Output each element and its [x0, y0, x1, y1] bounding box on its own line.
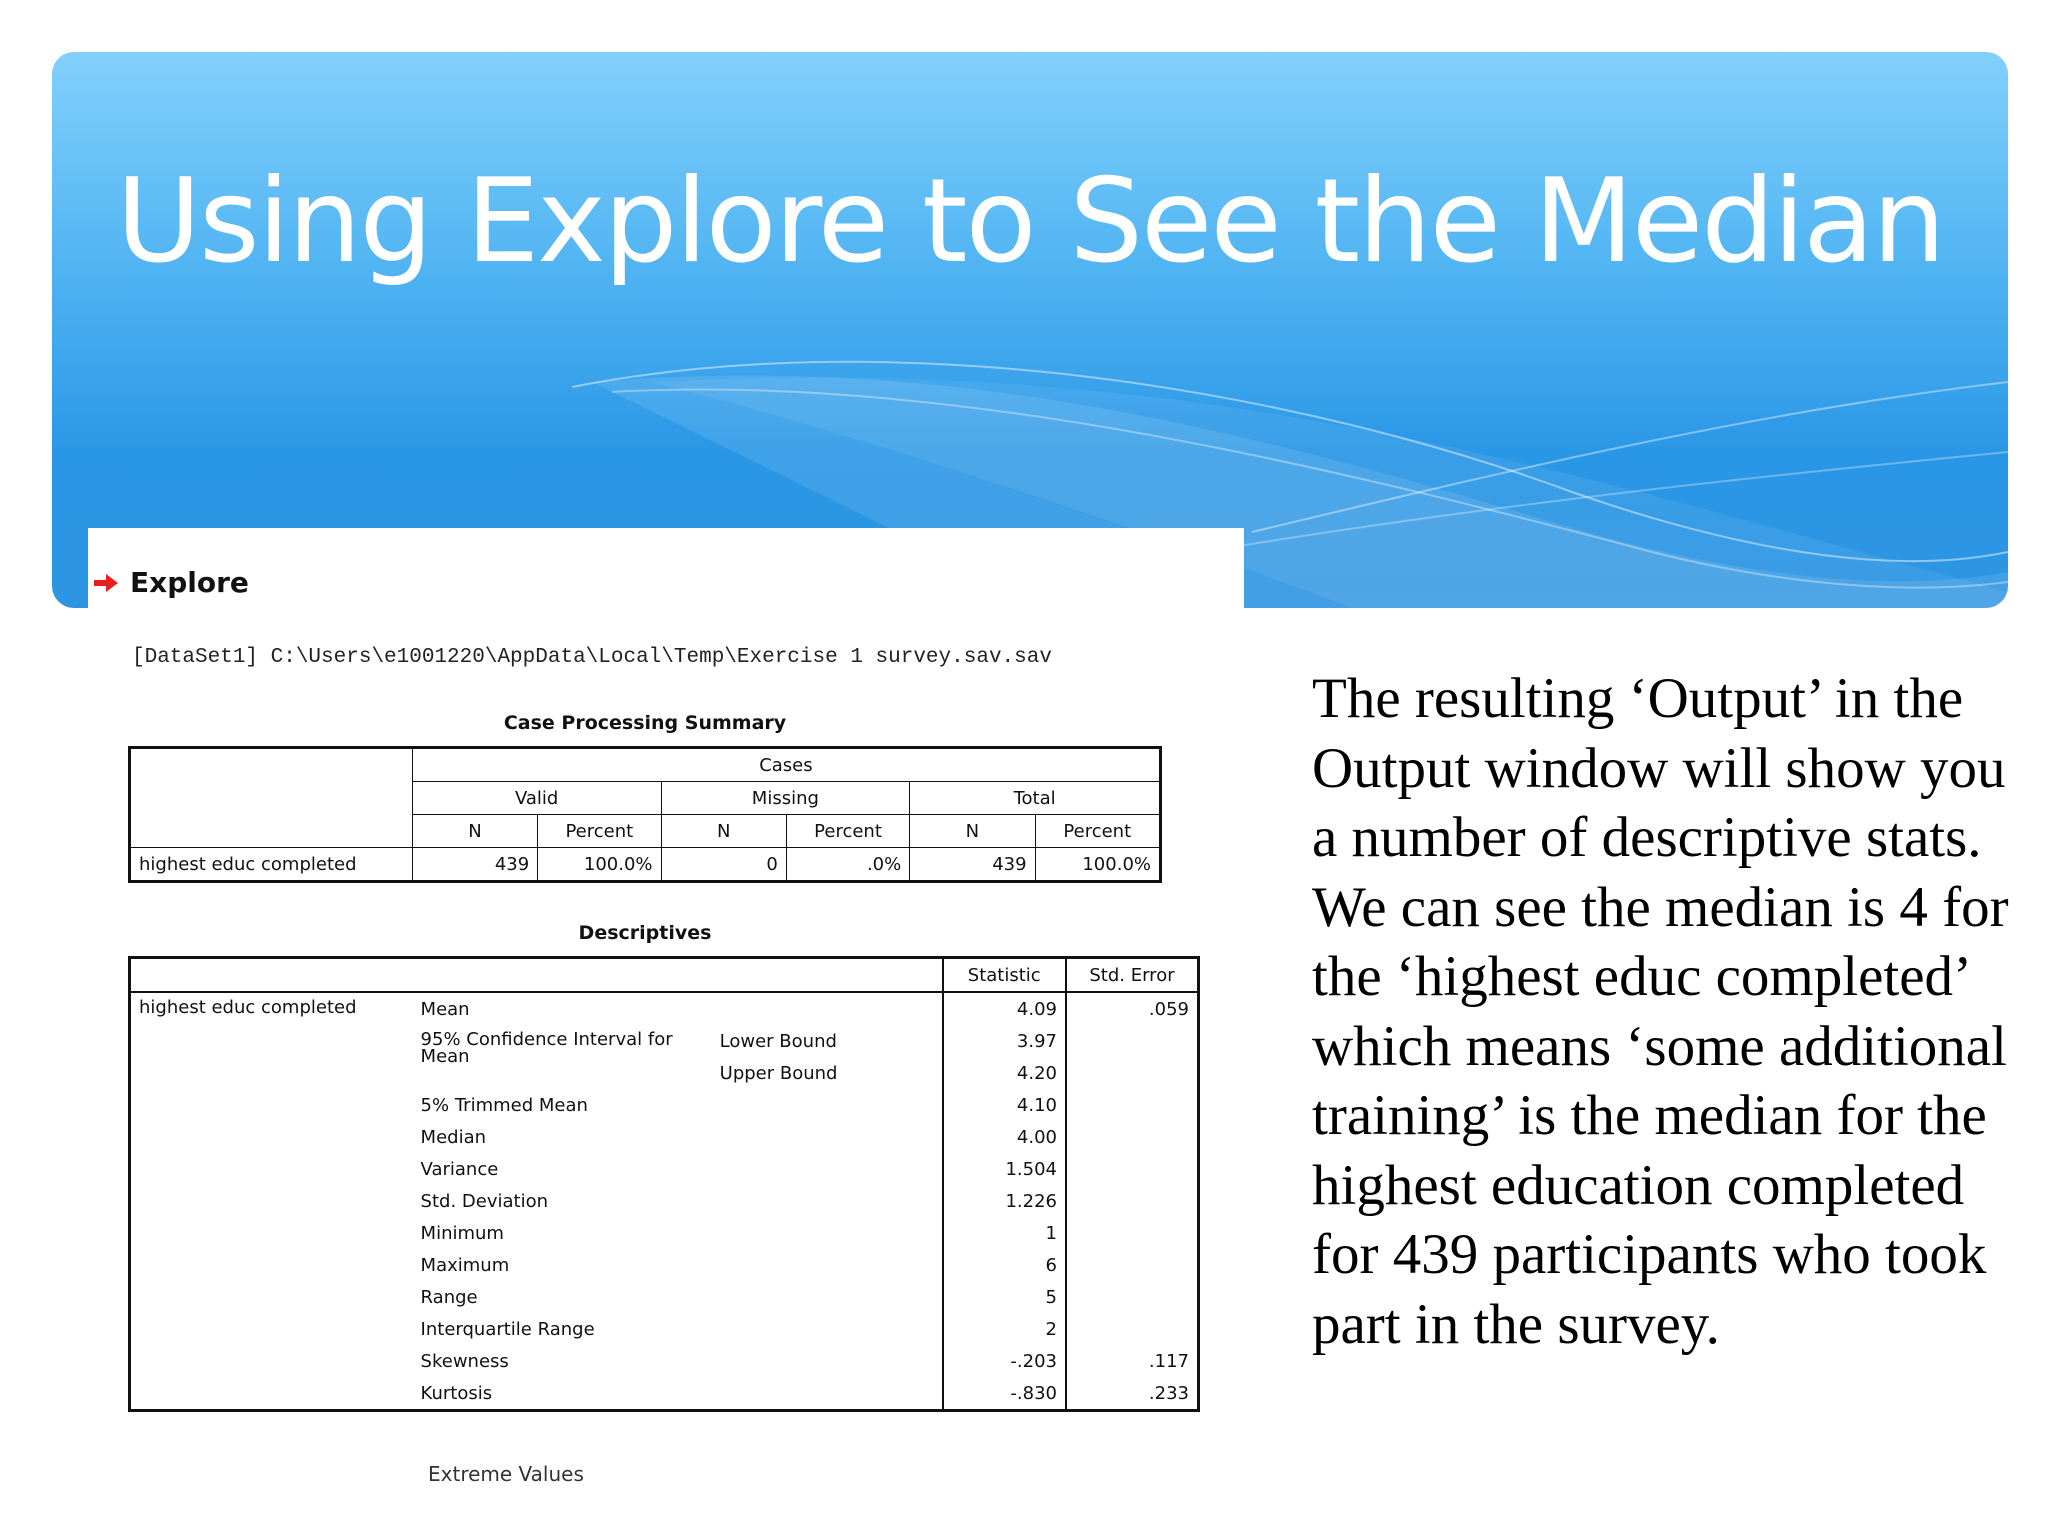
- stat-value: -.203: [943, 1345, 1066, 1377]
- title-banner: [52, 52, 2008, 608]
- stat-sub: [712, 1153, 943, 1185]
- sub-header: Percent: [538, 815, 661, 848]
- corner-cell: [130, 748, 413, 848]
- stat-sub: [712, 1377, 943, 1411]
- stat-sub: [712, 1345, 943, 1377]
- group-header: Valid: [412, 782, 661, 815]
- statistic-header: Statistic: [943, 958, 1066, 993]
- sub-header: N: [412, 815, 537, 848]
- stat-name: Range: [420, 1286, 478, 1308]
- stat-error: [1066, 1025, 1199, 1057]
- sub-header: N: [661, 815, 786, 848]
- stat-name: Variance: [420, 1158, 499, 1180]
- stat-sub: [712, 1121, 943, 1153]
- stat-sub: [712, 1185, 943, 1217]
- stat-value: 1.226: [943, 1185, 1066, 1217]
- table-cell: 100.0%: [1035, 848, 1160, 882]
- stat-name: Kurtosis: [420, 1382, 493, 1404]
- explanation-paragraph: We can see the median is 4 for the ‘highest educ completed’ which means ‘some additional training’ is the median for the highest education completed for 439 participants who took part in the survey.: [1312, 875, 2009, 1356]
- descriptives-title: Descriptives: [578, 922, 712, 944]
- table-cell: .0%: [786, 848, 909, 882]
- sub-header: N: [910, 815, 1035, 848]
- row-label: highest educ completed: [130, 848, 413, 882]
- stat-sub: [712, 1089, 943, 1121]
- table-cell: 100.0%: [538, 848, 661, 882]
- stat-value: 1: [943, 1217, 1066, 1249]
- case-summary-title: Case Processing Summary: [503, 712, 787, 734]
- stat-value: 6: [943, 1249, 1066, 1281]
- group-header: Missing: [661, 782, 910, 815]
- stat-value: 2: [943, 1313, 1066, 1345]
- std-error-header: Std. Error: [1066, 958, 1199, 993]
- stat-name: Interquartile Range: [420, 1318, 595, 1340]
- explanation-text: [1312, 664, 2012, 1359]
- stat-name: Skewness: [420, 1350, 509, 1372]
- case-processing-table: [128, 746, 1162, 883]
- stat-sub: Lower Bound: [719, 1030, 837, 1052]
- stat-error: [1066, 1313, 1199, 1345]
- dataset-path: [DataSet1] C:\Users\e1001220\AppData\Local\Temp\Exercise 1 survey.sav.sav: [132, 646, 1052, 669]
- stat-error: .117: [1066, 1345, 1199, 1377]
- stat-value: -.830: [943, 1377, 1066, 1411]
- stat-value: 4.09: [943, 992, 1066, 1025]
- wave-decoration: [52, 52, 2008, 608]
- variable-label: highest educ completed: [139, 997, 357, 1018]
- stat-name: 5% Trimmed Mean: [420, 1094, 588, 1116]
- stat-sub: Upper Bound: [719, 1062, 838, 1084]
- table-row: [130, 992, 1199, 1025]
- stat-name: Std. Deviation: [420, 1190, 548, 1212]
- corner-cell: [130, 958, 943, 993]
- stat-error: [1066, 1185, 1199, 1217]
- stat-error: [1066, 1057, 1199, 1089]
- cut-off-heading: Extreme Values: [428, 1462, 584, 1486]
- slide-title: Using Explore to See the Median: [116, 154, 1944, 289]
- stat-error: [1066, 1217, 1199, 1249]
- descriptives-table: [128, 956, 1200, 1412]
- stat-value: 3.97: [943, 1025, 1066, 1057]
- stat-value: 4.00: [943, 1121, 1066, 1153]
- stat-sub: [712, 1281, 943, 1313]
- stat-error: [1066, 1153, 1199, 1185]
- table-cell: 0: [661, 848, 786, 882]
- stat-error: .059: [1066, 992, 1199, 1025]
- stat-error: [1066, 1281, 1199, 1313]
- stat-name: 95% Confidence Interval for Mean: [420, 1029, 673, 1067]
- red-arrow-icon: [92, 571, 120, 595]
- stat-error: [1066, 1121, 1199, 1153]
- stat-name: Maximum: [420, 1254, 510, 1276]
- stat-sub: [712, 992, 943, 1025]
- stat-value: 4.10: [943, 1089, 1066, 1121]
- cases-header: Cases: [412, 748, 1160, 782]
- stat-error: [1066, 1089, 1199, 1121]
- stat-name: Median: [420, 1126, 487, 1148]
- stat-value: 1.504: [943, 1153, 1066, 1185]
- table-cell: 439: [412, 848, 537, 882]
- stat-name: Mean: [420, 998, 470, 1020]
- stat-sub: [712, 1217, 943, 1249]
- explore-title: Explore: [130, 566, 249, 599]
- stat-sub: [712, 1313, 943, 1345]
- sub-header: Percent: [1035, 815, 1160, 848]
- table-cell: 439: [910, 848, 1035, 882]
- spss-output-panel: [88, 528, 1244, 1486]
- table-row: [130, 848, 1161, 882]
- stat-sub: [712, 1249, 943, 1281]
- stat-error: .233: [1066, 1377, 1199, 1411]
- sub-header: Percent: [786, 815, 909, 848]
- explanation-paragraph: The resulting ‘Output’ in the Output window will show you a number of descriptive stats.: [1312, 667, 2006, 869]
- stat-value: 4.20: [943, 1057, 1066, 1089]
- stat-value: 5: [943, 1281, 1066, 1313]
- group-header: Total: [910, 782, 1161, 815]
- stat-error: [1066, 1249, 1199, 1281]
- explore-heading: [92, 566, 249, 599]
- stat-name: Minimum: [420, 1222, 504, 1244]
